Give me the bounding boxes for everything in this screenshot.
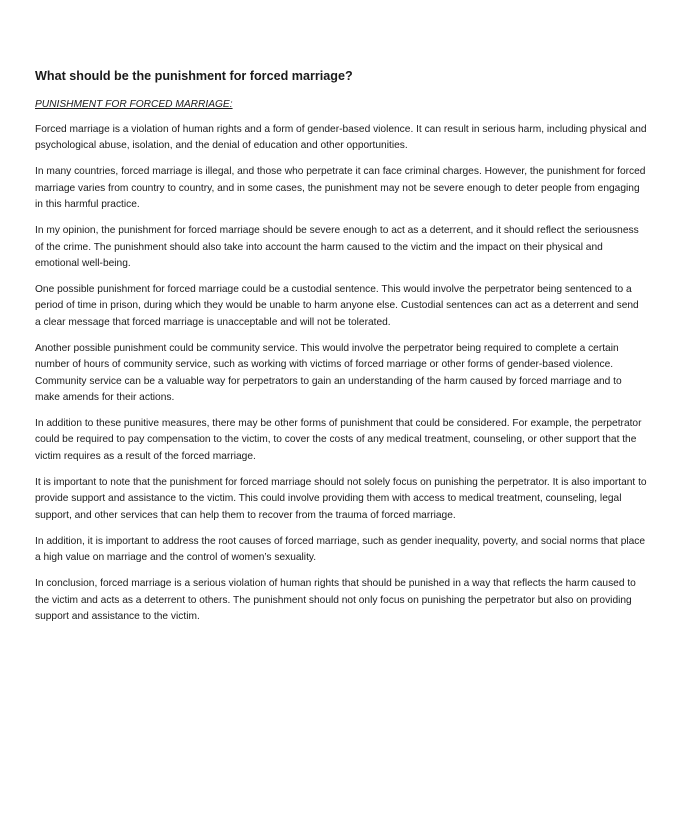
paragraph-3: In my opinion, the punishment for forced marriage should be severe enough to act as a deterrent, and it should reflect the seriousness of the crime. The punishment should also take into account the harm caused to the victim and the impact on their physical and emotional well-being. bbox=[35, 225, 639, 270]
paragraph-1: Forced marriage is a violation of human rights and a form of gender-based violence. It can result in serious harm, including physical and psychological abuse, isolation, and the denial of education and other opportunities. bbox=[35, 124, 647, 152]
paragraph-5: Another possible punishment could be community service. This would involve the perpetrator being required to complete a certain number of hours of community service, such as working with victims of forced marriage or other forms of gender-based violence. Community service can be a valuable way for perpetrators to gain an understanding of the harm caused by forced marriage and to make amends for their actions. bbox=[35, 342, 622, 404]
paragraph-4: One possible punishment for forced marriage could be a custodial sentence. This would involve the perpetrator being sentenced to a period of time in prison, during which they would be unable to harm anyone else. Custodial sentences can act as a deterrent and send a clear message that forced marriage is unacceptable and will not be tolerated. bbox=[35, 284, 639, 328]
paragraph-7: It is important to note that the punishment for forced marriage should not solely focus on punishing the perpetrator. It is also important to provide support and assistance to the victim. This could involve providing them with access to medical treatment, counseling, legal support, and other services that can help them to recover from the trauma of forced marriage. bbox=[35, 476, 647, 521]
paragraph-6: In addition to these punitive measures, there may be other forms of punishment that could be considered. For example, the perpetrator could be required to pay compensation to the victim, to cover the costs of any medical treatment, counseling, or other support that the victim requires as a result of the forced marriage. bbox=[35, 418, 642, 462]
document-title: What should be the punishment for forced marriage? bbox=[35, 69, 353, 83]
document-page bbox=[35, 68, 647, 635]
paragraph-8: In addition, it is important to address the root causes of forced marriage, such as gender inequality, poverty, and social norms that place a high value on marriage and the control of women’s sexuality. bbox=[35, 535, 646, 564]
section-heading: PUNISHMENT FOR FORCED MARRIAGE: bbox=[35, 99, 233, 110]
paragraph-2: In many countries, forced marriage is illegal, and those who perpetrate it can face criminal charges. However, the punishment for forced marriage varies from country to country, and in some cases, the punishment may not be severe enough to deter people from engaging in this harmful practice. bbox=[35, 166, 646, 211]
paragraph-9: In conclusion, forced marriage is a serious violation of human rights that should be punished in a way that reflects the harm caused to the victim and acts as a deterrent to others. The punishment should not only focus on punishing the perpetrator but also on providing support and assistance to the victim. bbox=[35, 578, 636, 622]
